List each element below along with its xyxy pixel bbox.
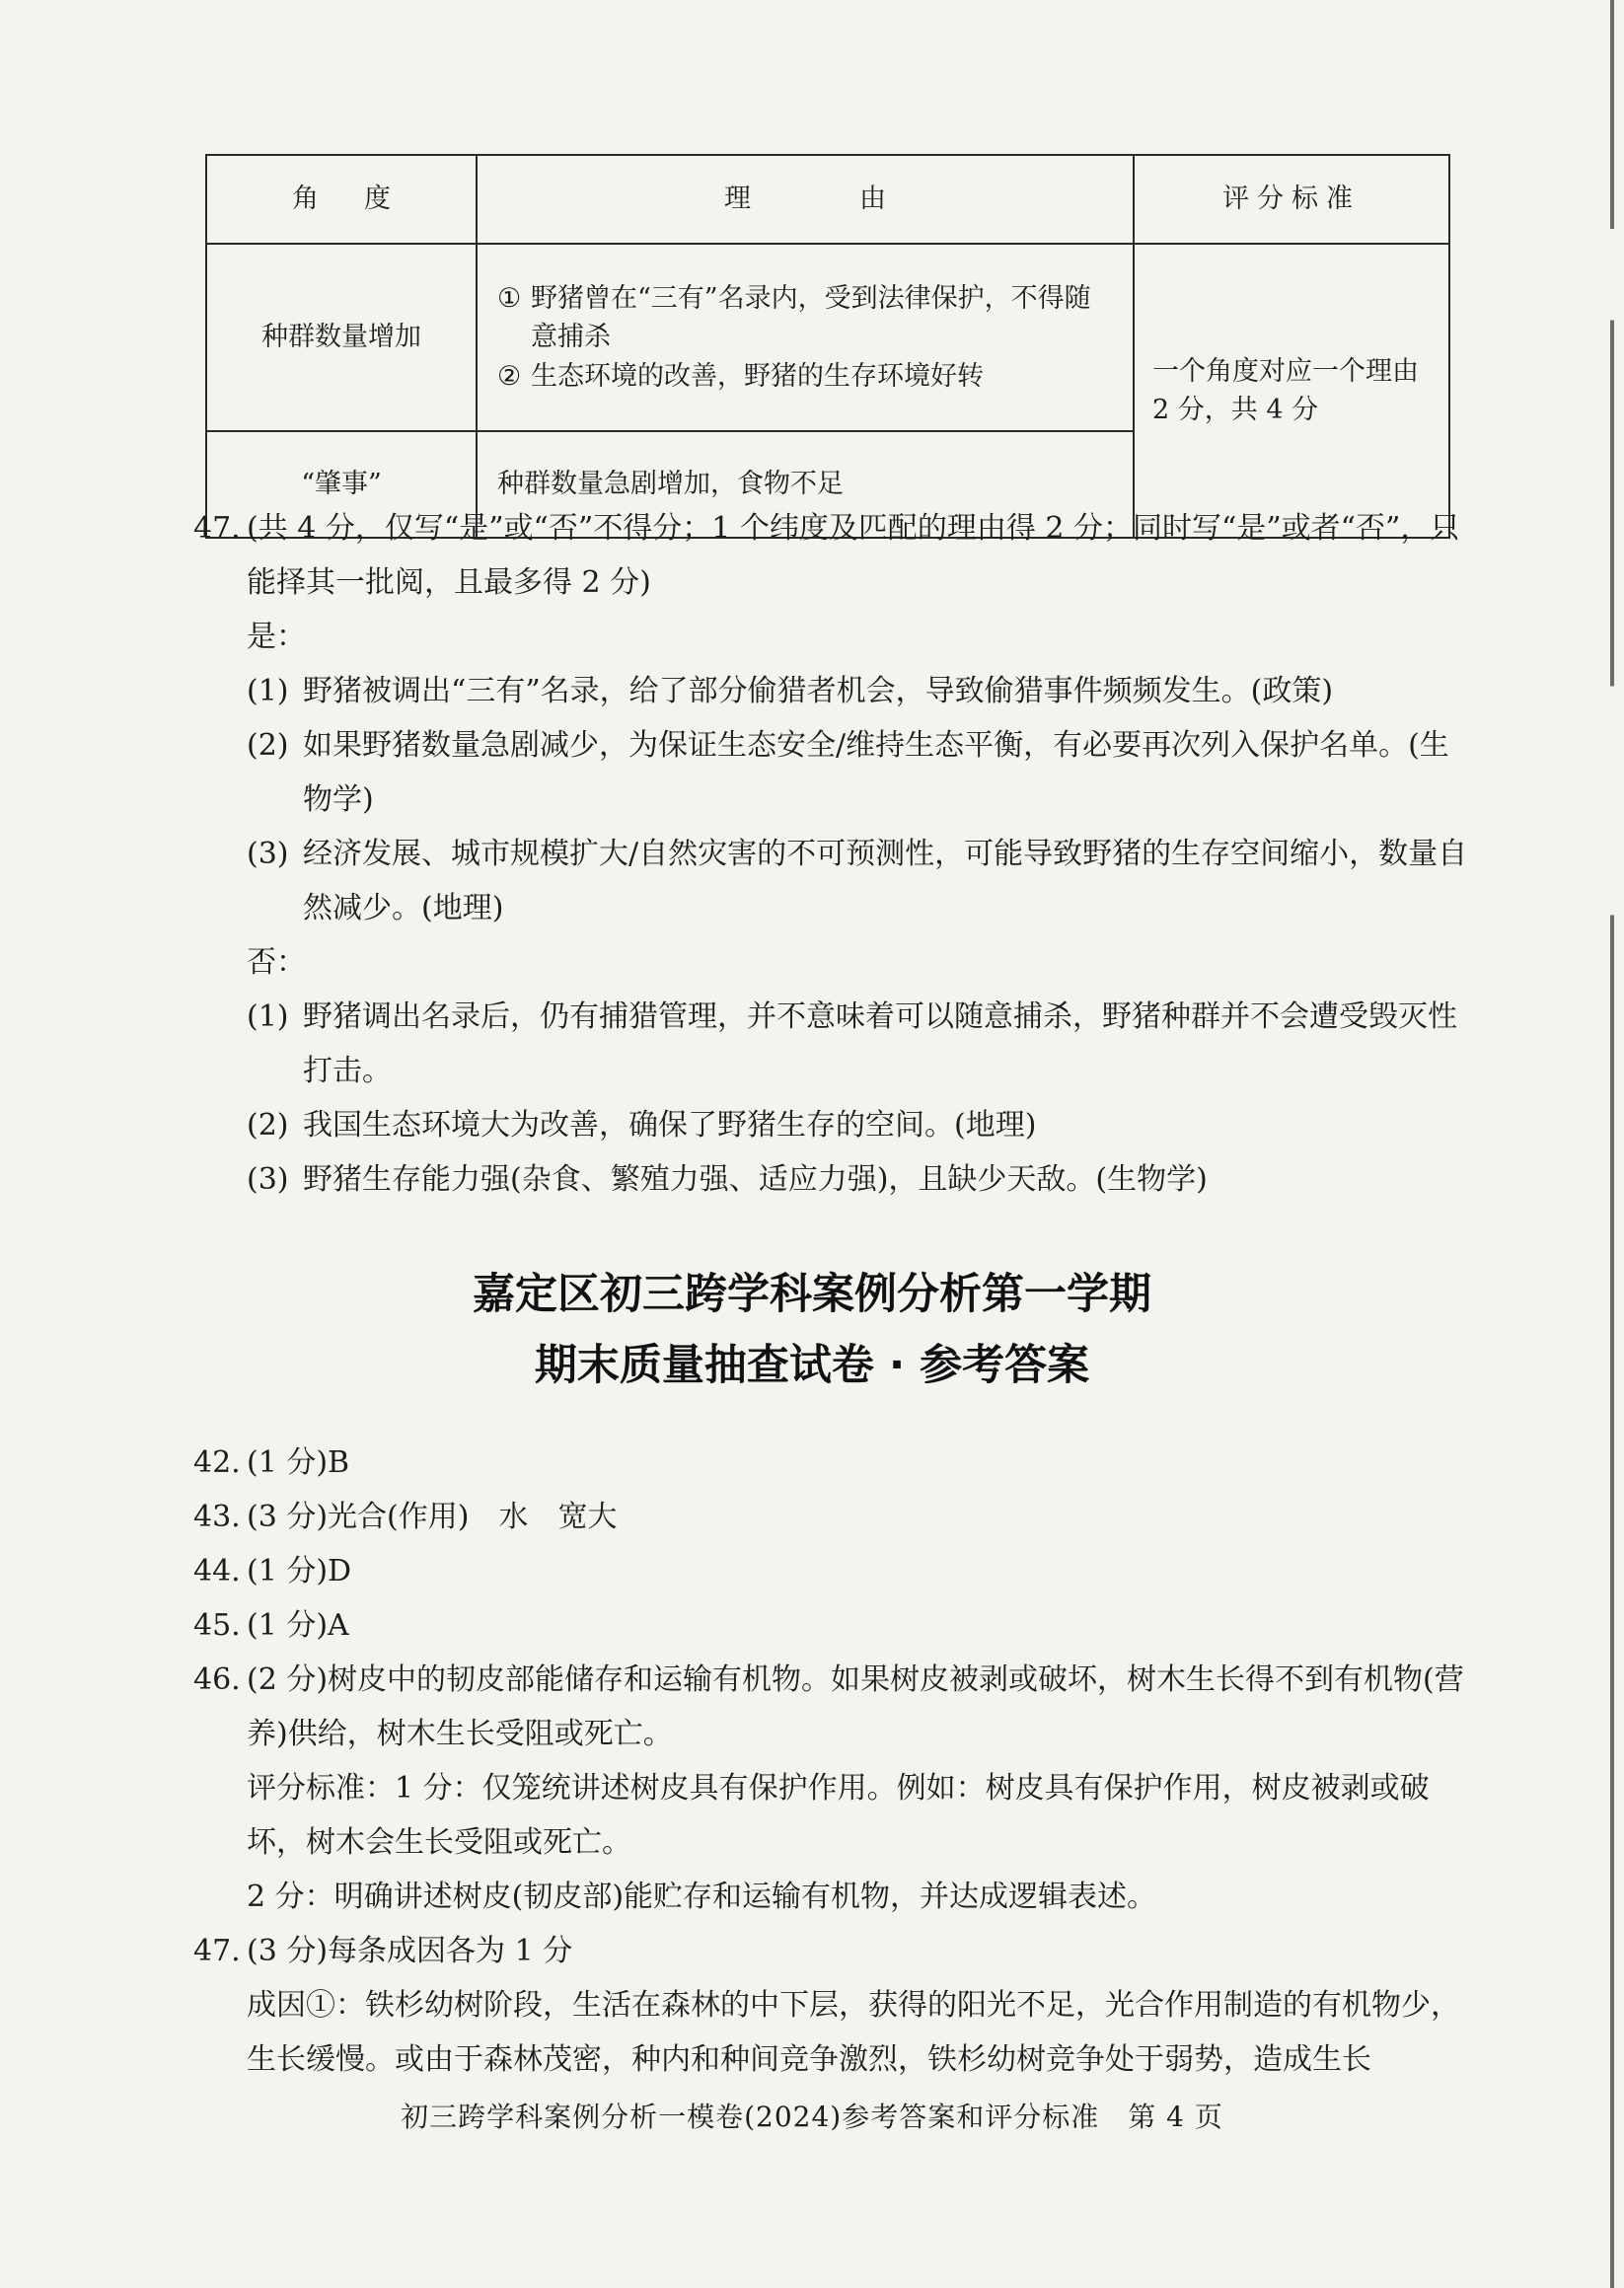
yes-item: (2) 如果野猪数量急剧减少，为保证生态安全/维持生态平衡，有必要再次列入保护名单。(生物学) [247,728,1449,817]
scan-edge-shadow [1610,0,1614,2288]
reason-item: ② 生态环境的改善，野猪的生存环境好转 [497,360,984,392]
header-reason: 理 由 [477,155,1134,244]
cell-reasons [477,244,1134,431]
page-title-line1: 嘉定区初三跨学科案例分析第一学期 [473,1270,1151,1319]
q46-standard-1: 评分标准：1 分：仅笼统讲述树皮具有保护作用。例如：树皮具有保护作用，树皮被剥或破坏，树木会生长受阻或死亡。 [247,1771,1430,1860]
answer-item: 45. (1 分)A [193,1608,349,1643]
cell-reason-trouble: 种群数量急剧增加，食物不足 [477,431,1134,538]
reason-item: ① 野猪曾在“三有”名录内，受到法律保护，不得随意捕杀 [497,283,1091,353]
no-label: 否： [247,945,306,980]
scoring-table [205,154,1450,539]
q47-cause-1: 成因①：铁杉幼树阶段，生活在森林的中下层，获得的阳光不足，光合作用制造的有机物少，生长缓慢。或由于森林茂密，种内和种间竞争激烈，铁杉幼树竞争处于弱势，造成生长 [247,1988,1460,2077]
question-47-section [193,501,1476,1207]
no-item: (1) 野猪调出名录后，仍有捕猎管理，并不意味着可以随意捕杀，野猪种群并不会遭受毁灭性打击。 [247,999,1457,1088]
yes-item: (3) 经济发展、城市规模扩大/自然灾害的不可预测性，可能导致野猪的生存空间缩小，数量自然减少。(地理) [247,837,1468,925]
answer-item: 43. (3 分)光合(作用) 水 宽大 [193,1500,618,1534]
no-item: (3) 野猪生存能力强(杂食、繁殖力强、适应力强)，且缺少天敌。(生物学) [247,1162,1208,1197]
answer-item: 46. (2 分)树皮中的韧皮部能储存和运输有机物。如果树皮被剥或破坏，树木生长得不到有机物(营养)供给，树木生长受阻或死亡。 [193,1662,1464,1751]
q46-standard-2: 2 分：明确讲述树皮(韧皮部)能贮存和运输有机物，并达成逻辑表述。 [247,1880,1157,1914]
header-standard: 评分标准 [1134,155,1449,244]
header-angle: 角 度 [206,155,477,244]
answer-item: 44. (1 分)D [193,1554,352,1588]
cell-angle-trouble: “肇事” [206,431,477,538]
question-47-intro: 47. (共 4 分，仅写“是”或“否”不得分；1 个纬度及匹配的理由得 2 分；同时写“是”或者“否”，只能择其一批阅，且最多得 2 分) [193,511,1460,600]
no-item: (2) 我国生态环境大为改善，确保了野猪生存的空间。(地理) [247,1108,1037,1143]
yes-item: (1) 野猪被调出“三有”名录，给了部分偷猎者机会，导致偷猎事件频频发生。(政策) [247,674,1334,708]
answer-item-47: 47. (3 分)每条成因各为 1 分 [193,1934,573,1968]
page-title-line2: 期末质量抽查试卷 · 参考答案 [534,1341,1090,1390]
cell-angle-population: 种群数量增加 [206,244,477,431]
answer-item: 42. (1 分)B [193,1445,350,1480]
yes-label: 是： [247,620,306,654]
answers-section [193,1436,1476,2087]
page-footer: 初三跨学科案例分析一模卷(2024)参考答案和评分标准 第 4 页 [401,2101,1223,2133]
cell-standard: 一个角度对应一个理由 2 分，共 4 分 [1134,244,1449,538]
